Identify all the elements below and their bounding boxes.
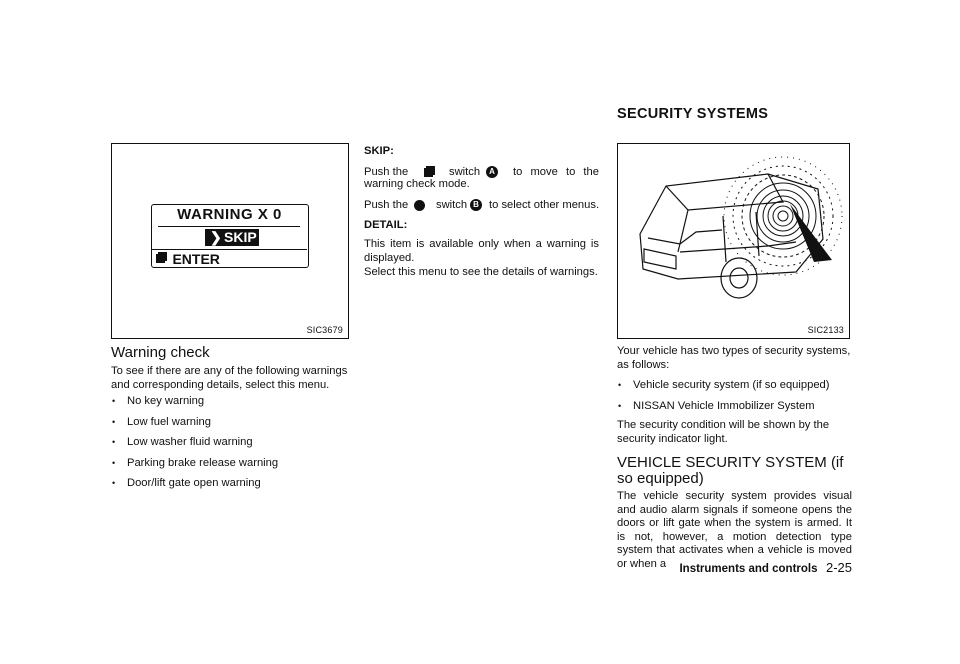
display-enter: ENTER [172,251,220,267]
skip-text: switch [436,199,468,211]
page-footer [650,559,852,577]
skip-text: Push the [364,166,409,178]
skip-line-b [364,198,604,212]
detail-text: Select this menu to see the details of warnings. [364,266,598,278]
skip-text: to move to the [513,166,599,178]
skip-heading: SKIP: [364,145,394,157]
enter-switch-icon [156,252,168,265]
vehicle-illustration [618,144,849,324]
display-divider-bottom [152,249,307,250]
skip-line-a [364,165,599,179]
security-intro: Your vehicle has two types of security systems, as follows: [617,345,851,371]
list-item: • Vehicle security system (if so equipped) [617,379,852,393]
chevron-right-icon: ❯ [210,229,222,245]
vehicle-security-body: The vehicle security system provides visual and audio alarm signals if someone opens the doors or lift gate when the system is armed. It is not, however, a motion detection type system that activates when a vehicle is moved or when a [617,490,852,570]
page-number: 2-25 [825,560,852,575]
figure-code: SIC2133 [807,325,844,335]
warning-check-intro: To see if there are any of the following warnings and corresponding details, select this menu. [111,365,348,391]
list-item: • Low fuel warning [111,416,349,430]
warning-list [111,395,349,491]
vehicle-security-heading: VEHICLE SECURITY SYSTEM (if so equipped) [617,454,844,487]
section-title: SECURITY SYSTEMS [617,106,769,122]
security-list [617,379,852,413]
display-divider [158,226,300,227]
skip-text-continued: warning check mode. [364,178,470,190]
display-enter-row [156,251,220,269]
display-title: WARNING X 0 [177,206,282,223]
select-switch-icon [414,200,425,211]
skip-text: switch [449,166,481,178]
detail-heading: DETAIL: [364,219,408,231]
warning-check-heading: Warning check [111,344,210,361]
callout-b-marker: B [470,199,482,211]
detail-text: This item is available only when a warning is displayed. [364,238,599,264]
display-skip-highlight [205,229,259,246]
list-item: • NISSAN Vehicle Immobilizer System [617,400,852,414]
figure-code: SIC3679 [306,325,343,335]
callout-a-marker: A [486,166,498,178]
list-item: • No key warning [111,395,349,409]
security-vehicle-figure [617,143,850,339]
list-item: • Parking brake release warning [111,457,349,471]
signal-beam [790,204,832,262]
list-item: • Door/lift gate open warning [111,477,349,491]
display-panel [151,204,309,268]
skip-text: to select other menus. [489,199,600,211]
warning-display-figure [111,143,349,339]
footer-section: Instruments and controls [679,563,818,575]
list-item: • Low washer fluid warning [111,436,349,450]
skip-text: Push the [364,199,409,211]
display-skip: SKIP [224,229,257,245]
security-condition: The security condition will be shown by the security indicator light. [617,419,830,445]
enter-switch-icon [424,166,436,178]
